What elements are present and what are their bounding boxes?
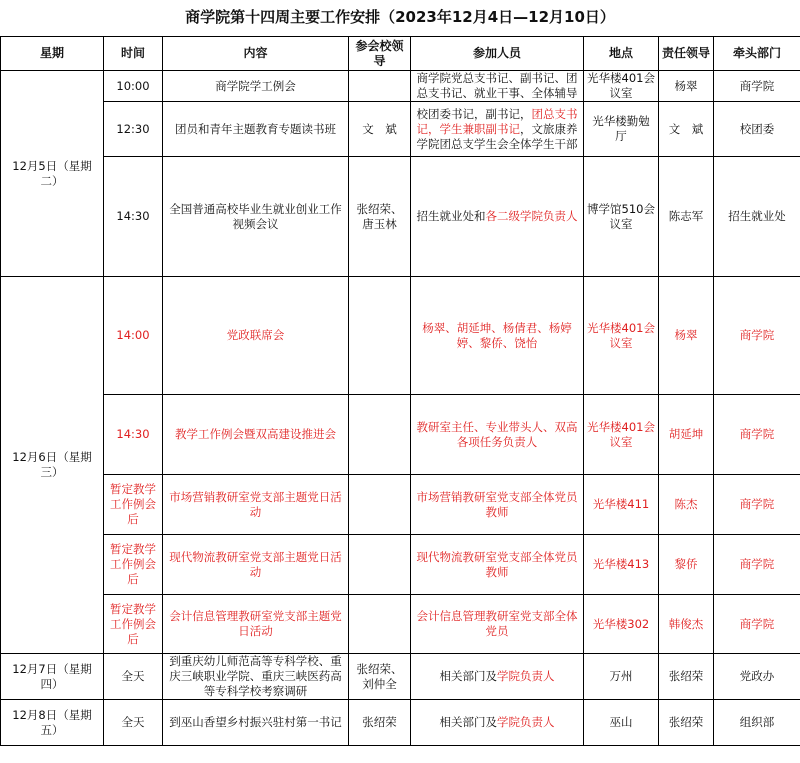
leader-cell: 张绍荣 — [349, 700, 411, 746]
content-cell: 到重庆幼儿师范高等专科学校、重庆三峡职业学院、重庆三峡医药高等专科学校考察调研 — [163, 654, 349, 700]
leader-cell — [349, 475, 411, 535]
responsible-cell: 黎侨 — [659, 535, 714, 595]
people-cell: 会计信息管理教研室党支部全体党员 — [411, 595, 584, 654]
people-cell — [411, 700, 584, 746]
page-title: 商学院第十四周主要工作安排（2023年12月4日—12月10日） — [185, 8, 615, 26]
people-text: 校团委书记，副书记， — [416, 106, 532, 121]
responsible-cell: 陈志军 — [659, 157, 714, 277]
table-row — [1, 654, 800, 700]
time-cell: 10:00 — [104, 71, 163, 102]
leader-cell: 文 斌 — [349, 102, 411, 157]
table-row — [1, 102, 800, 157]
people-text: 相关部门及 — [439, 669, 497, 683]
leader-cell: 张绍荣、唐玉林 — [349, 157, 411, 277]
time-cell: 暂定教学工作例会后 — [104, 535, 163, 595]
content-cell: 现代物流教研室党支部主题党日活动 — [163, 535, 349, 595]
people-cell — [411, 157, 584, 277]
header-content: 内容 — [163, 37, 349, 71]
table-row — [1, 277, 800, 395]
header-responsible: 责任领导 — [659, 37, 714, 71]
content-cell: 商学院学工例会 — [163, 71, 349, 102]
place-cell: 光华楼411 — [584, 475, 659, 535]
responsible-cell: 杨翠 — [659, 71, 714, 102]
people-cell: 杨翠、胡延坤、杨倩君、杨婷婷、黎侨、饶怡 — [411, 277, 584, 395]
department-cell: 校团委 — [714, 102, 800, 157]
people-cell — [411, 654, 584, 700]
table-row — [1, 535, 800, 595]
time-cell: 全天 — [104, 654, 163, 700]
people-cell: 现代物流教研室党支部全体党员教师 — [411, 535, 584, 595]
people-highlight: 学院负责人 — [497, 669, 555, 683]
department-cell: 招生就业处 — [714, 157, 800, 277]
responsible-cell: 张绍荣 — [659, 700, 714, 746]
place-cell: 巫山 — [584, 700, 659, 746]
department-cell: 商学院 — [714, 395, 800, 475]
responsible-cell: 杨翠 — [659, 277, 714, 395]
content-cell: 党政联席会 — [163, 277, 349, 395]
people-highlight: 团总支书记，学生兼职副书记 — [416, 106, 578, 136]
department-cell: 商学院 — [714, 475, 800, 535]
department-cell: 商学院 — [714, 595, 800, 654]
day-cell: 12月7日（星期四） — [1, 654, 104, 700]
people-cell: 市场营销教研室党支部全体党员教师 — [411, 475, 584, 535]
leader-cell — [349, 535, 411, 595]
people-highlight: 各二级学院负责人 — [485, 209, 578, 223]
department-cell: 商学院 — [714, 535, 800, 595]
leader-cell — [349, 277, 411, 395]
people-highlight: 学院负责人 — [497, 715, 555, 729]
leader-cell — [349, 395, 411, 475]
content-cell: 全国普通高校毕业生就业创业工作视频会议 — [163, 157, 349, 277]
time-cell: 14:30 — [104, 157, 163, 277]
schedule-table — [0, 36, 800, 746]
place-cell: 博学馆510会议室 — [584, 157, 659, 277]
header-department: 牵头部门 — [714, 37, 800, 71]
responsible-cell: 张绍荣 — [659, 654, 714, 700]
header-leader: 参会校领导 — [349, 37, 411, 71]
time-cell: 14:00 — [104, 277, 163, 395]
responsible-cell: 韩俊杰 — [659, 595, 714, 654]
content-cell: 到巫山香望乡村振兴驻村第一书记 — [163, 700, 349, 746]
leader-cell: 张绍荣、刘仲全 — [349, 654, 411, 700]
place-cell: 光华楼勤勉厅 — [584, 102, 659, 157]
people-cell — [411, 102, 584, 157]
content-cell: 团员和青年主题教育专题读书班 — [163, 102, 349, 157]
responsible-cell: 陈杰 — [659, 475, 714, 535]
people-cell: 教研室主任、专业带头人、双高各项任务负责人 — [411, 395, 584, 475]
people-text: ，文旅康养学院团总支学生会全体学生干部 — [416, 121, 578, 151]
header-weekday: 星期 — [1, 37, 104, 71]
table-row — [1, 475, 800, 535]
time-cell: 14:30 — [104, 395, 163, 475]
place-cell: 光华楼401会议室 — [584, 395, 659, 475]
department-cell: 党政办 — [714, 654, 800, 700]
department-cell: 组织部 — [714, 700, 800, 746]
department-cell: 商学院 — [714, 277, 800, 395]
header-people: 参加人员 — [411, 37, 584, 71]
header-time: 时间 — [104, 37, 163, 71]
header-place: 地点 — [584, 37, 659, 71]
place-cell: 光华楼401会议室 — [584, 71, 659, 102]
time-cell: 12:30 — [104, 102, 163, 157]
table-row — [1, 395, 800, 475]
table-row — [1, 71, 800, 102]
place-cell: 光华楼302 — [584, 595, 659, 654]
leader-cell — [349, 71, 411, 102]
time-cell: 暂定教学工作例会后 — [104, 595, 163, 654]
table-row — [1, 595, 800, 654]
place-cell: 光华楼401会议室 — [584, 277, 659, 395]
place-cell: 光华楼413 — [584, 535, 659, 595]
day-cell: 12月8日（星期五） — [1, 700, 104, 746]
day-cell: 12月5日（星期二） — [1, 71, 104, 277]
content-cell: 教学工作例会暨双高建设推进会 — [163, 395, 349, 475]
leader-cell — [349, 595, 411, 654]
place-cell: 万州 — [584, 654, 659, 700]
header-row — [1, 37, 800, 71]
people-cell: 商学院党总支书记、副书记、团总支书记、就业干事、全体辅导 — [411, 71, 584, 102]
department-cell: 商学院 — [714, 71, 800, 102]
table-row — [1, 700, 800, 746]
content-cell: 会计信息管理教研室党支部主题党日活动 — [163, 595, 349, 654]
time-cell: 暂定教学工作例会后 — [104, 475, 163, 535]
responsible-cell: 胡延坤 — [659, 395, 714, 475]
time-cell: 全天 — [104, 700, 163, 746]
table-row — [1, 157, 800, 277]
people-text: 招生就业处和 — [416, 209, 486, 223]
content-cell: 市场营销教研室党支部主题党日活动 — [163, 475, 349, 535]
responsible-cell: 文 斌 — [659, 102, 714, 157]
people-text: 相关部门及 — [439, 715, 497, 729]
day-cell: 12月6日（星期三） — [1, 277, 104, 654]
